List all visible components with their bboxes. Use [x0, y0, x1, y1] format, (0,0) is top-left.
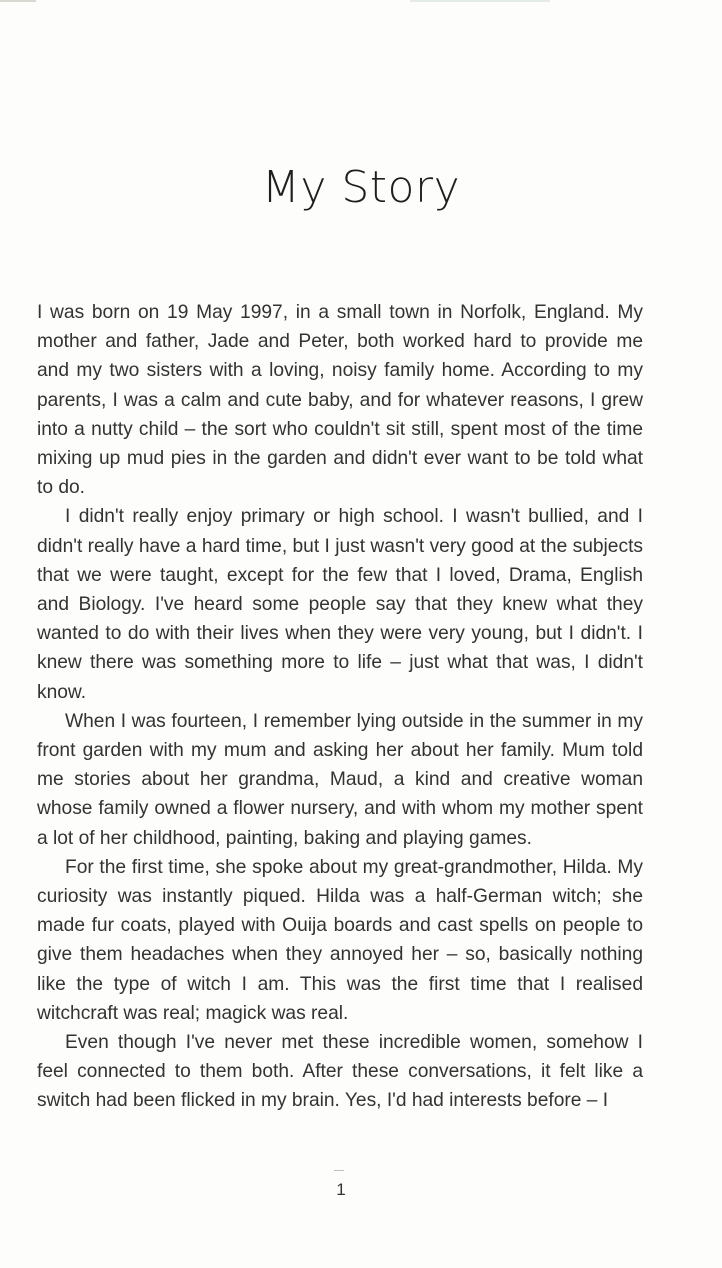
- page-edge-mark: [0, 0, 36, 2]
- folio-divider: [334, 1170, 344, 1171]
- paragraph: Even though I've never met these incredible women, somehow I feel connected to them both. After these conversations, it felt like a switch had been flicked in my brain. Yes, I'd had interests before – I: [37, 1032, 643, 1112]
- paragraph: When I was fourteen, I remember lying outside in the summer in my front garden with my mum and asking her about her family. Mum told me stories about her grandma, Maud, a kind and creative woman whose family owned a flower nursery, and with whom my mother spent a lot of her childhood, painting, baking and playing games.: [37, 710, 643, 849]
- page-number: 1: [336, 1180, 346, 1199]
- chapter-title: My Story: [261, 162, 461, 213]
- page-edge-mark: [410, 0, 550, 2]
- chapter-body: [37, 298, 643, 1116]
- paragraph: I didn't really enjoy primary or high school. I wasn't bullied, and I didn't really have a hard time, but I just wasn't very good at the subjects that we were taught, except for the few that I loved, Drama, English and Biology. I've heard some people say that they knew what they wanted to do with their lives when they were very young, but I didn't. I knew there was something more to life – just what that was, I didn't know.: [37, 506, 643, 703]
- paragraph: I was born on 19 May 1997, in a small town in Norfolk, England. My mother and father, Jade and Peter, both worked hard to provide me and my two sisters with a loving, noisy family home. According to my parents, I was a calm and cute baby, and for whatever reasons, I grew into a nutty child – the sort who couldn't sit still, spent most of the time mixing up mud pies in the garden and didn't ever want to be told what to do.: [37, 302, 643, 499]
- paragraph: For the first time, she spoke about my great-grandmother, Hilda. My curiosity was instantly piqued. Hilda was a half-German witch; she made fur coats, played with Ouija boards and cast spells on people to give them headaches when they annoyed her – so, basically nothing like the type of witch I am. This was the first time that I realised witchcraft was real; magick was real.: [37, 856, 643, 1024]
